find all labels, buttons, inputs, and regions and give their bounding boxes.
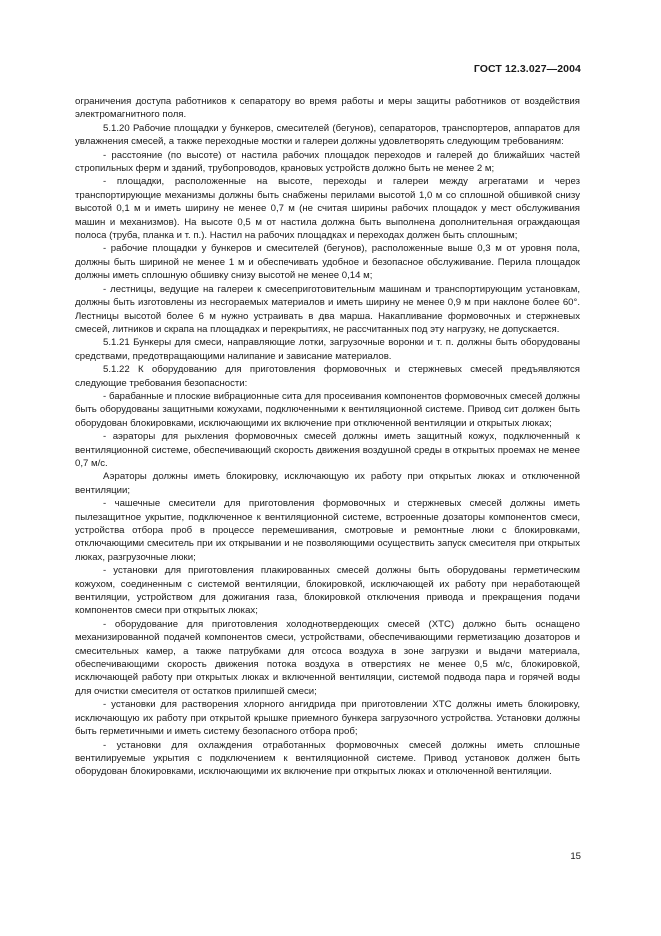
paragraph: Аэраторы должны иметь блокировку, исключающую их работу при открытых люках и отключенной вентиляции; (75, 471, 580, 496)
list-item: - установки для приготовления плакированных смесей должны быть оборудованы герметическим кожухом, соединенным с системой вентиляции, блокировкой, исключающей их работу при неработающей вентиляции, устройством для дожигания газа, блокировкой отключения привода и прекращения подачи компонентов смеси при открытых люках; (75, 565, 580, 617)
document-standard-id: ГОСТ 12.3.027—2004 (473, 63, 581, 75)
list-item: - оборудование для приготовления холоднотвердеющих смесей (ХТС) должно быть оснащено механизированной подачей компонентов смеси, устройствами, обеспечивающими герметизацию дозаторов и смесительных камер, а также патрубками для отсоса воздуха в зоне загрузки и выдачи материала, обеспечивающими скорость движения потока воздуха в отверстиях не менее 0,5 м/с, блокировкой, исключающей работу при открытых люках и включенной вентиляции, системой подвода пара и горячей воды для очистки смесителя от остатков прилипшей смеси; (75, 618, 580, 697)
page-number: 15 (570, 851, 581, 862)
list-item: - лестницы, ведущие на галереи к смесеприготовительным машинам и транспортирующим установкам, должны быть изготовлены из несгораемых материалов и иметь ширину не менее 0,9 м при наклоне более 60°. Лестницы высотой более 6 м нужно устраивать в два марша. Накапливание формовочных и стержневых смесей, литников и скрапа на площадках и перекрытиях, не рассчитанных под эту нагрузку, не допускается. (75, 283, 580, 335)
list-item: - площадки, расположенные на высоте, переходы и галереи между агрегатами и через транспортирующие механизмы должны быть снабжены перилами высотой 1,0 м со сплошной обшивкой снизу высотой 0,1 м и иметь ширину не менее 0,7 м (не считая ширины рабочих площадок у мест обслуживания машин и механизмов). На высоте 0,5 м от настила должна быть выполнена дополнительная ограждающая полоса (труба, планка и т. п.). Настил на рабочих площадках и переходах должен быть сплошным; (75, 176, 580, 242)
list-item: - барабанные и плоские вибрационные сита для просеивания компонентов формовочных смесей должны быть оборудованы защитными кожухами, подключенными к вентиляционной системе. Привод сит должен быть оборудован блокировками, исключающими их включение при отключенной вентиляции и открытых люках; (75, 390, 580, 429)
clause-5-1-20: 5.1.20 Рабочие площадки у бункеров, смесителей (бегунов), сепараторов, транспортеров, аппаратов для увлажнения смесей, а также переходные мостки и галереи должны удовлетворять следующим требованиям: (75, 122, 580, 148)
list-item: - установки для растворения хлорного ангидрида при приготовлении ХТС должны иметь блокировку, исключающую их работу при открытой крышке приемного бункера загрузочного устройства. Установки должны быть герметичными и иметь систему безопасного отбора проб; (75, 699, 580, 738)
paragraph-continuation: ограничения доступа работников к сепаратору во время работы и меры защиты работников от воздействия электромагнитного поля. (75, 96, 580, 121)
list-item: - установки для охлаждения отработанных формовочных смесей должны иметь сплошные вентилируемые укрытия с подключением к вентиляционной системе. Привод установок должен быть оборудован блокировками, исключающими их включение при открытых люках и отключенной вентиляции. (75, 739, 580, 778)
clause-5-1-21: 5.1.21 Бункеры для смеси, направляющие лотки, загрузочные воронки и т. п. должны быть оборудованы средствами, предотвращающими налипание и зависание материалов. (75, 337, 580, 362)
list-item: - расстояние (по высоте) от настила рабочих площадок переходов и галерей до ближайших частей стропильных ферм и зданий, трубопроводов, крановых устройств должно быть не менее 2 м; (75, 149, 580, 175)
document-body (75, 95, 580, 779)
list-item: - чашечные смесители для приготовления формовочных и стержневых смесей должны иметь пылезащитное укрытие, подключенное к вентиляционной системе, встроенные дозаторы компонентов смеси, устройства отбора проб в процессе перемешивания, смотровые и ремонтные люки с блокировками, отключающими смеситель при их открывании и не позволяющими осуществить запуск смесителя при открытых люках, разгрузочные люки; (75, 498, 580, 563)
clause-5-1-22: 5.1.22 К оборудованию для приготовления формовочных и стержневых смесей предъявляются следующие требования безопасности: (75, 364, 580, 389)
list-item: - аэраторы для рыхления формовочных смесей должны иметь защитный кожух, подключенный к вентиляционной системе, обеспечивающий скорость движения воздушной среды в открытых проемах не менее 0,7 м/с. (75, 431, 580, 469)
list-item: - рабочие площадки у бункеров и смесителей (бегунов), расположенные выше 0,3 м от уровня пола, должны быть шириной не менее 1 м и обеспечивать удобное и безопасное обслуживание. Перила площадок должны иметь сплошную обшивку снизу высотой не менее 0,14 м; (75, 243, 580, 282)
